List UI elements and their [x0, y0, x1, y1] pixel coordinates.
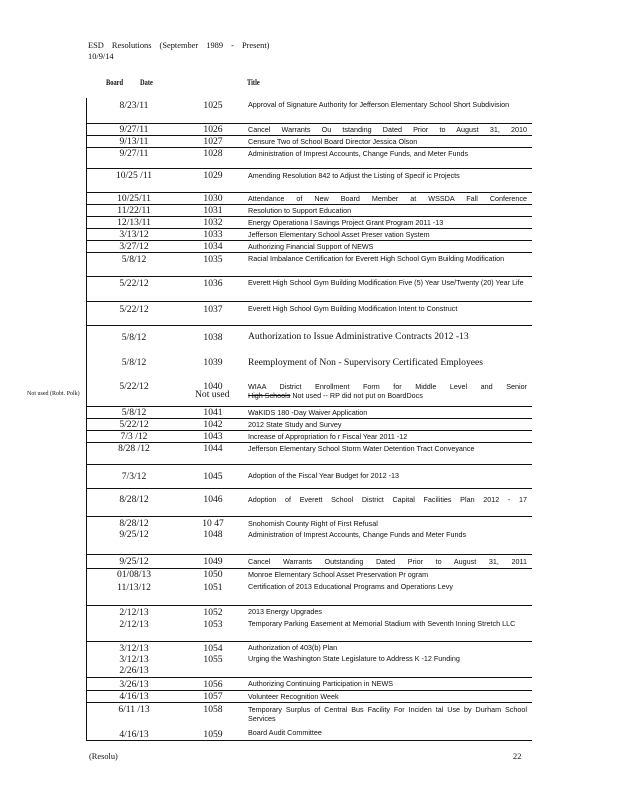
table-row — [87, 217, 532, 229]
row-date: 3/13/12 — [119, 229, 149, 240]
row-date: 9/27/11 — [119, 148, 149, 159]
table-row — [87, 678, 532, 691]
table-row — [87, 124, 532, 136]
row-title: Authorization of 403(b) Plan — [248, 643, 338, 652]
row-title-remark: Not used -- RP did not put on BoardDocs — [292, 391, 423, 400]
row-date: 8/28/12 — [119, 494, 149, 505]
row-number: 1044 — [203, 443, 223, 454]
table-body — [27, 98, 532, 741]
row-date: 8/23/11 — [119, 100, 149, 111]
table-row — [87, 465, 532, 489]
row-date: 2/26/13 — [119, 665, 149, 676]
row-number: 1057 — [203, 691, 223, 702]
table-row — [87, 98, 532, 124]
not-used-label: Not used — [195, 389, 230, 400]
row-title: Administration of Imprest Accounts, Change Funds, and Meter Funds — [248, 149, 469, 158]
table-row — [87, 691, 532, 703]
table-row — [87, 205, 532, 217]
row-date: 10/25/11 — [117, 193, 151, 204]
row-date: 9/27/11 — [119, 124, 149, 135]
row-date: 3/26/13 — [119, 679, 149, 690]
row-number: 1052 — [203, 607, 223, 618]
row-number: 1038 — [203, 332, 223, 343]
row-title: WaKIDS 180 -Day Waiver Application — [248, 408, 368, 417]
row-number: 1049 — [203, 556, 223, 567]
table-row — [87, 431, 532, 443]
table-row — [87, 528, 532, 555]
document-date: 10/9/14 — [88, 52, 114, 61]
row-number: 1054 — [203, 643, 223, 654]
row-number: 1046 — [203, 494, 223, 505]
table-row — [87, 169, 532, 193]
row-title: Cancel Warrants Ou tstanding Dated Prior to August 31, 2010 — [248, 125, 527, 134]
row-title: Attendance of New Board Member at WSSDA Fall Conference — [248, 194, 527, 203]
row-date: 4/16/13 — [119, 729, 149, 740]
row-number: 1043 — [203, 431, 223, 442]
table-row — [87, 148, 532, 169]
table-row — [87, 667, 532, 678]
table-row — [87, 241, 532, 253]
row-date: 5/8/12 — [121, 357, 147, 368]
table-row — [87, 569, 532, 580]
table-row — [87, 253, 532, 277]
row-title-strike — [248, 391, 527, 400]
row-number: 1039 — [203, 357, 223, 368]
column-header-date: Date — [140, 78, 153, 87]
row-date: 5/22/12 — [119, 278, 149, 289]
row-title: Board Audit Committee — [248, 728, 322, 737]
row-note: Not used (Robt. Polk) — [27, 391, 80, 397]
row-number: 1042 — [203, 419, 223, 430]
row-date: 2/12/13 — [119, 619, 149, 630]
row-date: 3/12/13 — [119, 654, 149, 665]
row-date: 5/8/12 — [121, 407, 147, 418]
document-title: ESD Resolutions (September 1989 - Present) — [88, 41, 270, 50]
row-title: Increase of Appropriation fo r Fiscal Year 2011 -12 — [248, 432, 408, 441]
column-header-board: Board — [106, 78, 124, 87]
footer-label: (Resolu) — [89, 752, 118, 761]
row-title: Adoption of the Fiscal Year Budget for 2012 -13 — [248, 471, 400, 480]
row-date: 8/28/12 — [119, 518, 149, 529]
table-row — [87, 277, 532, 302]
row-date: 5/22/12 — [119, 419, 149, 430]
row-title: Censure Two of School Board Director Jessica Olson — [248, 137, 418, 146]
table-row — [27, 379, 532, 407]
table-row — [87, 617, 532, 642]
row-title: Amending Resolution 842 to Adjust the Listing of Specif ic Projects — [248, 171, 460, 180]
row-date: 9/25/12 — [119, 529, 149, 540]
column-header-title: Title — [247, 78, 260, 87]
row-number: 1058 — [203, 704, 223, 715]
row-title: Authorization to Issue Administrative Contracts 2012 -13 — [248, 331, 469, 342]
row-number: 1045 — [203, 471, 223, 482]
table-row — [87, 229, 532, 241]
row-title: Volunteer Recognition Week — [248, 692, 339, 701]
row-date: 11/22/11 — [117, 205, 151, 216]
row-date: 11/13/12 — [117, 582, 151, 593]
row-title: 2013 Energy Upgrades — [248, 607, 322, 616]
row-title: Certification of 2013 Educational Programs and Operations Levy — [248, 582, 453, 591]
row-title: Everett High School Gym Building Modification Intent to Construct — [248, 304, 458, 313]
row-date: 9/13/11 — [119, 136, 149, 147]
row-date: 3/27/12 — [119, 241, 149, 252]
row-title: Resolution to Support Education — [248, 206, 352, 215]
row-date: 8/28 /12 — [118, 443, 150, 454]
row-number: 1027 — [203, 136, 223, 147]
row-title: Temporary Surplus of Central Bus Facility For Inciden tal Use by Durham School Services — [248, 705, 527, 723]
row-number: 1031 — [203, 205, 223, 216]
row-number: 1032 — [203, 217, 223, 228]
row-number: 1026 — [203, 124, 223, 135]
row-number: 1053 — [203, 619, 223, 630]
row-date: 7/3 /12 — [120, 431, 148, 442]
row-title: Authorizing Financial Support of NEWS — [248, 242, 374, 251]
row-title: Racial Imbalance Certification for Everett High School Gym Building Modification — [248, 254, 505, 263]
row-title: Cancel Warrants Outstanding Dated Prior to August 31, 2011 — [248, 557, 527, 566]
table-row — [87, 555, 532, 569]
row-number: 1059 — [203, 729, 223, 740]
row-date: 12/13/11 — [117, 217, 151, 228]
table-row — [87, 489, 532, 517]
row-title: Approval of Signature Authority for Jefferson Elementary School Short Subdivision — [248, 100, 510, 109]
table-row — [87, 136, 532, 148]
table-row — [87, 419, 532, 431]
row-number: 1034 — [203, 241, 223, 252]
table-row — [87, 580, 532, 606]
row-title: Reemployment of Non - Supervisory Certificated Employees — [248, 357, 483, 368]
row-number: 1037 — [203, 304, 223, 315]
row-date: 5/22/12 — [119, 304, 149, 315]
row-title: Temporary Parking Easement at Memorial Stadium with Seventh Inning Stretch LLC — [248, 619, 516, 628]
row-title: Jefferson Elementary School Asset Preser vation System — [248, 230, 430, 239]
row-number: 1055 — [203, 654, 223, 665]
row-number: 1029 — [203, 170, 223, 181]
table-row — [87, 407, 532, 419]
row-number: 1025 — [203, 100, 223, 111]
row-date: 9/25/12 — [119, 556, 149, 567]
table-row — [87, 642, 532, 653]
row-date: 01/08/13 — [116, 569, 152, 580]
table-row — [87, 352, 532, 379]
row-number: 1035 — [203, 254, 223, 265]
row-date: 4/16/13 — [119, 691, 149, 702]
row-title: 2012 State Study and Survey — [248, 420, 342, 429]
row-title: Urging the Washington State Legislature to Address K -12 Funding — [248, 654, 460, 663]
row-date: 2/12/13 — [119, 607, 149, 618]
row-date: 5/8/12 — [121, 254, 147, 265]
table-row — [87, 606, 532, 617]
row-title: Energy Operationa l Savings Project Grant Program 2011 -13 — [248, 218, 444, 227]
page-number: 22 — [513, 752, 522, 761]
table-row — [87, 302, 532, 326]
row-date: 6/11 /13 — [118, 704, 150, 715]
row-number: 1041 — [203, 407, 223, 418]
row-title: Monroe Elementary School Asset Preservation Pr ogram — [248, 570, 429, 579]
table-row — [87, 727, 532, 741]
strikethrough-text: High Schools — [248, 391, 291, 400]
row-date: 10/25 /11 — [115, 170, 153, 181]
row-title: Snohomish County Right of First Refusal — [248, 519, 378, 528]
row-number: 1028 — [203, 148, 223, 159]
row-date: 5/8/12 — [121, 332, 147, 343]
row-number: 1056 — [203, 679, 223, 690]
row-number: 1051 — [203, 582, 223, 593]
table-row — [87, 517, 532, 528]
row-number: 1048 — [203, 529, 223, 540]
row-date: 3/12/13 — [119, 643, 149, 654]
row-date: 5/22/12 — [119, 381, 149, 392]
row-title: WIAA District Enrollment Form for Middle Level and Senior — [248, 382, 527, 391]
row-number: 1036 — [203, 278, 223, 289]
row-number: 10 47 — [202, 518, 224, 529]
row-date: 7/3/12 — [121, 471, 147, 482]
row-title: Everett High School Gym Building Modification Five (5) Year Use/Twenty (20) Year Life — [248, 278, 524, 287]
row-number: 1033 — [203, 229, 223, 240]
row-number: 1050 — [203, 569, 223, 580]
row-title: Authorizing Continuing Participation in NEWS — [248, 679, 394, 688]
table-row — [87, 703, 532, 727]
table-row — [87, 443, 532, 465]
row-number: 1040 — [203, 381, 223, 392]
row-number: 1030 — [203, 193, 223, 204]
table-row — [87, 193, 532, 205]
page-header — [88, 40, 269, 62]
table-row — [87, 326, 532, 352]
row-title: Administration of Imprest Accounts, Change Funds and Meter Funds — [248, 530, 467, 539]
row-title: Jefferson Elementary School Storm Water Detention Tract Conveyance — [248, 444, 475, 453]
row-title: Adoption of Everett School District Capital Facilities Plan 2012 - 17 — [248, 495, 527, 504]
